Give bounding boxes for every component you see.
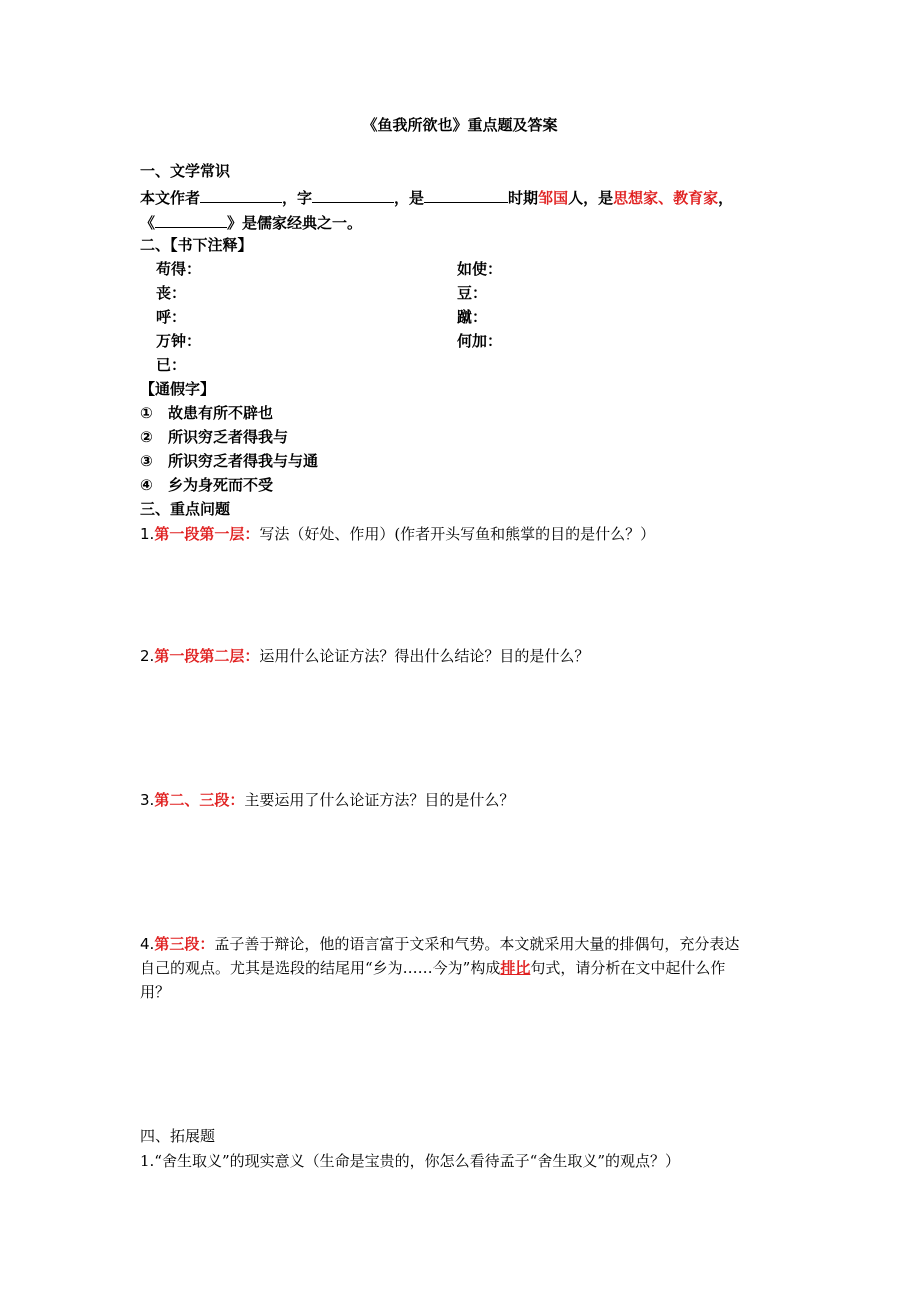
annotation-item: 丧：	[156, 284, 187, 302]
annotation-item: 如使：	[457, 260, 503, 278]
text: ，	[718, 189, 734, 207]
text: 时期	[508, 189, 539, 207]
annotation-item: 呼：	[156, 308, 187, 326]
book-blank[interactable]	[155, 211, 227, 228]
text: ，字	[282, 189, 313, 207]
section-2-heading: 二、【书下注释】	[140, 236, 253, 254]
question-1	[140, 524, 655, 544]
page-title: 《鱼我所欲也》重点题及答案	[362, 116, 558, 134]
question-text: 自己的观点。尤其是选段的结尾用“乡为……今为”构成	[140, 959, 501, 977]
courtesy-name-blank[interactable]	[312, 186, 394, 203]
question-text: 主要运用了什么论证方法？目的是什么？	[244, 791, 515, 809]
question-label: 第三段：	[154, 935, 215, 953]
annotation-item: 豆：	[457, 284, 488, 302]
annotation-item: 已：	[156, 356, 187, 374]
annotation-item: 万钟：	[156, 332, 202, 350]
question-4-line-3: 用？	[140, 983, 171, 1001]
text: 本文作者	[140, 189, 201, 207]
author-blank[interactable]	[200, 186, 282, 203]
list-item-text: 所识穷乏者得我与	[168, 428, 289, 446]
question-label: 第一段第一层：	[154, 525, 260, 543]
circled-number: ①	[140, 404, 153, 422]
list-item	[140, 403, 273, 423]
literary-knowledge-line-2	[140, 211, 362, 233]
circled-number: ④	[140, 476, 153, 494]
list-item-text: 乡为身死而不受	[168, 476, 274, 494]
answer-text: 思想家、教育家	[613, 189, 719, 207]
question-text: 写法（好处、作用）(作者开头写鱼和熊掌的目的是什么？）	[259, 525, 656, 543]
literary-knowledge-line-1	[140, 186, 733, 208]
annotation-item: 苟得：	[156, 260, 202, 278]
highlighted-term: 排比	[500, 959, 531, 977]
extension-question-1: 1.“舍生取义”的现实意义（生命是宝贵的，你怎么看待孟子“舍生取义”的观点？）	[140, 1152, 680, 1170]
period-blank[interactable]	[424, 186, 508, 203]
list-item	[140, 475, 273, 495]
question-number: 4.	[140, 935, 155, 953]
question-4-line-1	[140, 934, 739, 954]
text: 《	[140, 214, 156, 232]
annotation-item: 何加：	[457, 332, 503, 350]
question-label: 第一段第二层：	[154, 647, 260, 665]
answer-text: 邹国	[538, 189, 569, 207]
circled-number: ③	[140, 452, 153, 470]
text: ，是	[394, 189, 425, 207]
list-item	[140, 427, 288, 447]
section-4-heading: 四、拓展题	[140, 1127, 216, 1145]
question-number: 1.	[140, 525, 155, 543]
question-2	[140, 646, 589, 666]
list-item-text: 所识穷乏者得我与与通	[168, 452, 319, 470]
section-3-heading: 三、重点问题	[140, 500, 231, 518]
question-label: 第二、三段：	[154, 791, 245, 809]
question-text: 孟子善于辩论，他的语言富于文采和气势。本文就采用大量的排偶句，充分表达	[214, 935, 740, 953]
list-item	[140, 451, 318, 471]
text: 》是儒家经典之一。	[227, 214, 363, 232]
question-number: 3.	[140, 791, 155, 809]
text: 人，是	[568, 189, 614, 207]
question-3	[140, 790, 514, 810]
question-text: 运用什么论证方法？得出什么结论？目的是什么？	[259, 647, 590, 665]
section-1-heading: 一、文学常识	[140, 162, 231, 180]
question-text: 句式，请分析在文中起什么作	[530, 959, 726, 977]
question-4-line-2	[140, 958, 725, 978]
question-number: 2.	[140, 647, 155, 665]
annotation-item: 蹴：	[457, 308, 488, 326]
list-item-text: 故患有所不辟也	[168, 404, 274, 422]
tongjiazi-heading: 【通假字】	[140, 380, 216, 398]
circled-number: ②	[140, 428, 153, 446]
